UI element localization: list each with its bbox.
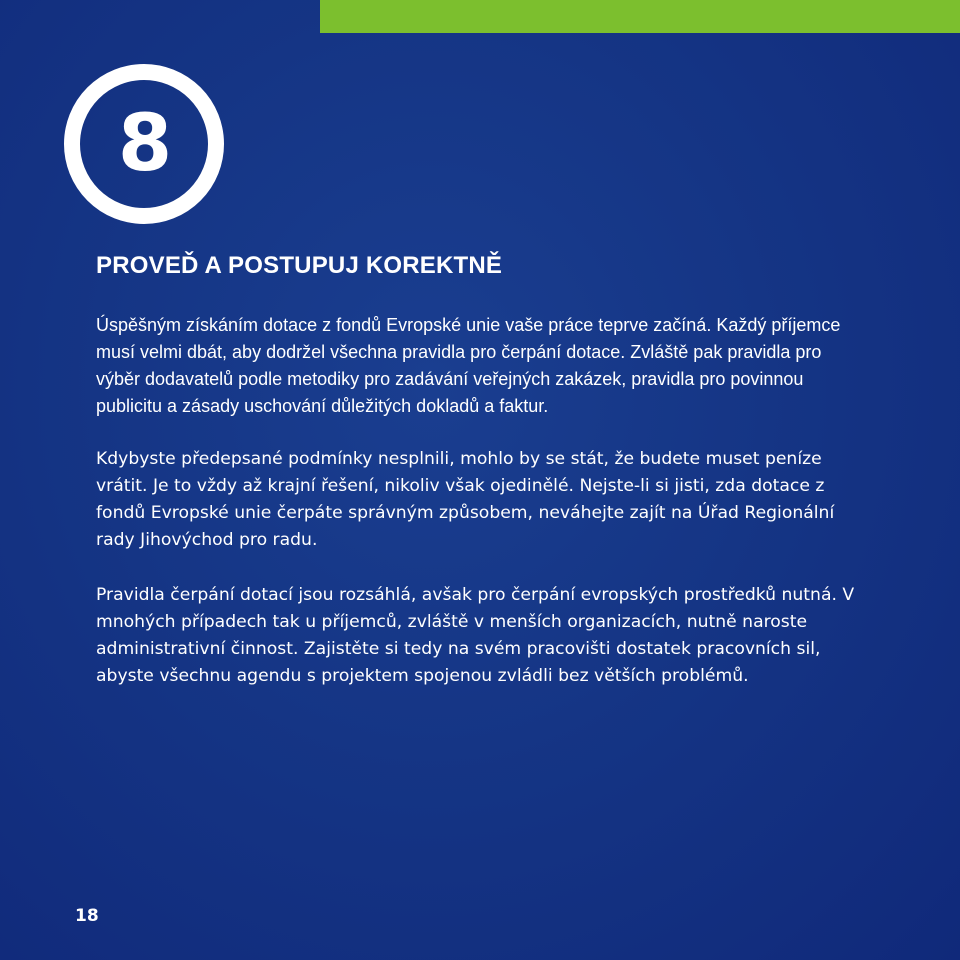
page-number: 18 [75, 906, 99, 926]
paragraph-3: Pravidla čerpání dotací jsou rozsáhlá, avšak pro čerpání evropských prostředků nutná. V mnohých případech tak u příjemců, zvláště v menších organizacích, nutně naroste administrativní činnost. Zajistěte si tedy na svém pracovišti dostatek pracovních sil, abyste všechnu agendu s projektem spojenou zvládli bez větších problémů. [96, 585, 855, 686]
accent-top-bar [320, 0, 960, 33]
page-heading: PROVEĎ A POSTUPUJ KOREKTNĚ [96, 252, 503, 279]
chapter-number-badge [64, 64, 224, 224]
chapter-number: 8 [117, 99, 171, 189]
paragraph-2: Kdybyste předepsané podmínky nesplnili, mohlo by se stát, že budete muset peníze vrátit. Je to vždy až krajní řešení, nikoliv však ojedinělé. Nejste-li si jisti, zda dotace z fondů Evropské unie čerpáte správným způsobem, neváhejte zajít na Úřad Regionální rady Jihovýchod pro radu. [96, 449, 835, 550]
paragraph-1: Úspěšným získáním dotace z fondů Evropské unie vaše práce teprve začíná. Každý příjemce musí velmi dbát, aby dodržel všechna pravidla pro čerpání dotace. Zvláště pak pravidla pro výběr dodavatelů podle metodiky pro zadávání veřejných zakázek, pravidla pro povinnou publicitu a zásady uschování důležitých dokladů a faktur. [96, 315, 841, 416]
